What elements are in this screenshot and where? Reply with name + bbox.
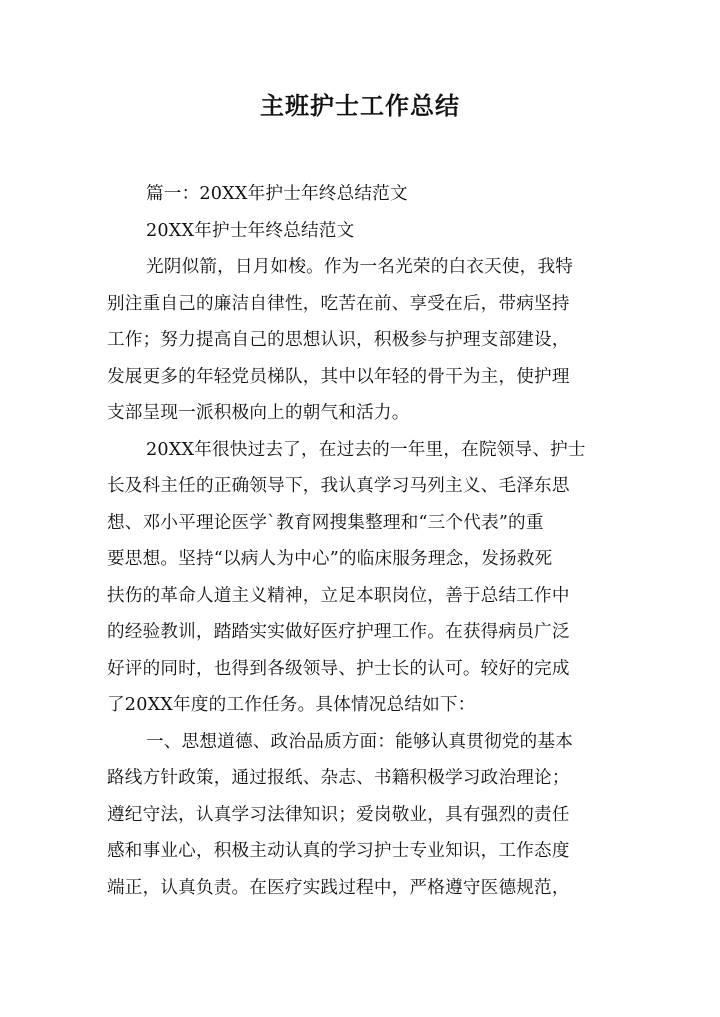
body-text-line: 发展更多的年轻党员梯队，其中以年轻的骨干为主，使护理 [107, 366, 570, 387]
document-title: 主班护士工作总结 [260, 92, 460, 120]
body-text-line: 的经验教训，踏踏实实做好医疗护理工作。在获得病员广泛 [107, 622, 570, 642]
body-text-line: 篇一：20XX年护士年终总结范文 [146, 184, 408, 204]
body-text-line: 了20XX年度的工作任务。具体情况总结如下： [107, 695, 476, 715]
body-text-line: 要思想。坚持“以病人为中心”的临床服务理念，发扬救死 [107, 549, 553, 569]
body-text-line: 一、思想道德、政治品质方面：能够认真贯彻党的基本 [146, 731, 574, 752]
body-text-line: 想、邓小平理论医学`教育网搜集整理和“三个代表”的重 [107, 512, 544, 533]
body-text-line: 扶伤的革命人道主义精神，立足本职岗位，善于总结工作中 [107, 585, 570, 606]
document-body [107, 176, 613, 906]
body-text-line: 遵纪守法，认真学习法律知识；爱岗敬业，具有强烈的责任 [107, 804, 570, 825]
body-text-line: 长及科主任的正确领导下，我认真学习马列主义、毛泽东思 [107, 476, 570, 496]
body-text-line: 20XX年护士年终总结范文 [146, 220, 355, 241]
body-text-line: 工作；努力提高自己的思想认识，积极参与护理支部建设， [107, 330, 570, 350]
body-text-line: 别注重自己的廉洁自律性，吃苦在前、享受在后，带病坚持 [107, 293, 570, 314]
body-text-line: 端正，认真负责。在医疗实践过程中，严格遵守医德规范， [107, 877, 570, 898]
body-text-line: 感和事业心，积极主动认真的学习护士专业知识，工作态度 [107, 841, 570, 861]
body-text-line: 路线方针政策，通过报纸、杂志、书籍积极学习政治理论； [107, 768, 570, 788]
body-text-line: 支部呈现一派积极向上的朝气和活力。 [107, 403, 410, 423]
body-text-line: 20XX年很快过去了，在过去的一年里，在院领导、护士 [146, 439, 586, 460]
body-text-line: 光阴似箭，日月如梭。作为一名光荣的白衣天使，我特 [146, 257, 574, 277]
body-text-line: 好评的同时，也得到各级领导、护士长的认可。较好的完成 [107, 658, 570, 679]
